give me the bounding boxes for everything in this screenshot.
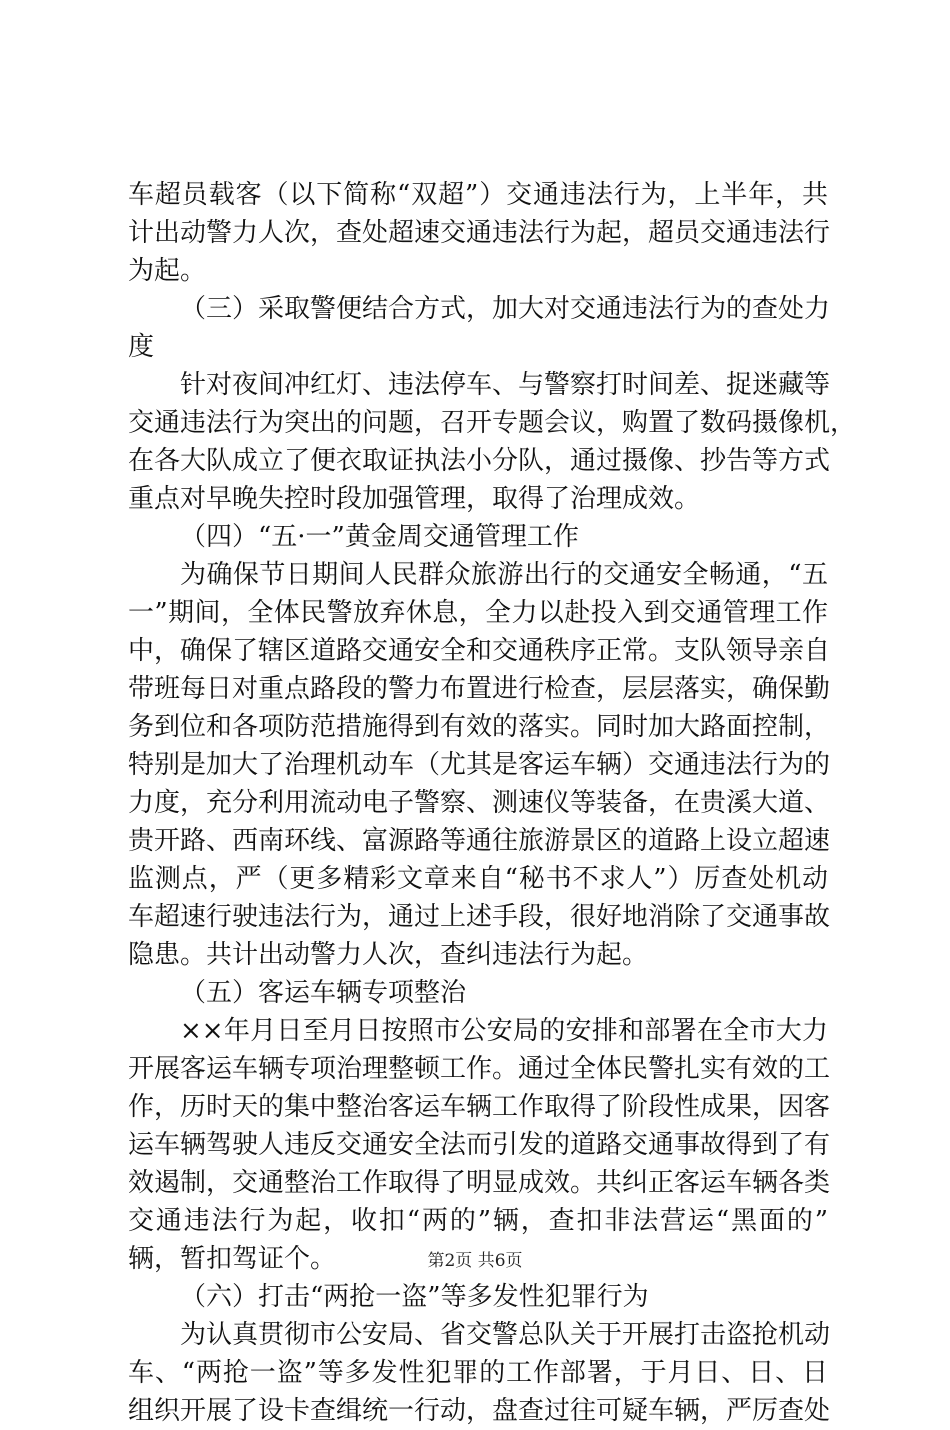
document-line: 针对夜间冲红灯、违法停车、与警察打时间差、捉迷藏等	[180, 370, 831, 400]
document-line: （六）打击“两抢一盗”等多发性犯罪行为	[180, 1282, 649, 1312]
document-line: 隐患。共计出动警力人次，查纠违法行为起。	[128, 940, 649, 970]
document-line: 中，确保了辖区道路交通安全和交通秩序正常。支队领导亲自	[128, 636, 831, 666]
document-line: 车超员载客（以下简称“双超”）交通违法行为，上半年，共	[128, 180, 828, 210]
document-line: 带班每日对重点路段的警力布置进行检查，层层落实，确保勤	[128, 674, 831, 704]
document-body	[128, 176, 857, 1430]
document-line: 一”期间，全体民警放弃休息，全力以赴投入到交通管理工作	[128, 598, 828, 628]
document-line: 交通违法行为突出的问题，召开专题会议，购置了数码摄像机，	[128, 408, 857, 438]
document-line: 开展客运车辆专项治理整顿工作。通过全体民警扎实有效的工	[128, 1054, 831, 1084]
document-line: 度	[128, 332, 155, 362]
document-line: 监测点，严（更多精彩文章来自“秘书不求人”）厉查处机动	[128, 864, 828, 894]
document-line: ××年月日至月日按照市公安局的安排和部署在全市大力	[180, 1016, 828, 1046]
document-line: 贵开路、西南环线、富源路等通往旅游景区的道路上设立超速	[128, 826, 831, 856]
document-line: 组织开展了设卡查缉统一行动，盘查过往可疑车辆，严厉查处	[128, 1396, 831, 1426]
document-line: 作，历时天的集中整治客运车辆工作取得了阶段性成果，因客	[128, 1092, 831, 1122]
document-line: 为起。	[128, 256, 207, 286]
document-line: 力度，充分利用流动电子警察、测速仪等装备，在贵溪大道、	[128, 788, 831, 818]
document-line: （三）采取警便结合方式，加大对交通违法行为的查处力	[180, 294, 831, 324]
document-line: 在各大队成立了便衣取证执法小分队，通过摄像、抄告等方式	[128, 446, 831, 476]
page-footer: 第2页 共6页	[427, 1251, 523, 1271]
document-line: 车超速行驶违法行为，通过上述手段，很好地消除了交通事故	[128, 902, 831, 932]
document-line: （四）“五·一”黄金周交通管理工作	[180, 522, 579, 552]
document-line: 运车辆驾驶人违反交通安全法而引发的道路交通事故得到了有	[128, 1130, 831, 1160]
document-line: 为确保节日期间人民群众旅游出行的交通安全畅通，“五	[180, 560, 828, 590]
document-line: 务到位和各项防范措施得到有效的落实。同时加大路面控制，	[128, 712, 831, 742]
document-line: 为认真贯彻市公安局、省交警总队关于开展打击盗抢机动	[180, 1320, 831, 1350]
document-line: （五）客运车辆专项整治	[180, 978, 467, 1008]
document-line: 交通违法行为起，收扣“两的”辆，查扣非法营运“黑面的”	[128, 1206, 828, 1236]
document-line: 重点对早晚失控时段加强管理，取得了治理成效。	[128, 484, 701, 514]
document-line: 效遏制，交通整治工作取得了明显成效。共纠正客运车辆各类	[128, 1168, 831, 1198]
document-line: 计出动警力人次，查处超速交通违法行为起，超员交通违法行	[128, 218, 831, 248]
document-line: 特别是加大了治理机动车（尤其是客运车辆）交通违法行为的	[128, 750, 831, 780]
document-line: 车、“两抢一盗”等多发性犯罪的工作部署，于月日、日、日	[128, 1358, 828, 1388]
document-line: 辆，暂扣驾证个。	[128, 1244, 337, 1274]
